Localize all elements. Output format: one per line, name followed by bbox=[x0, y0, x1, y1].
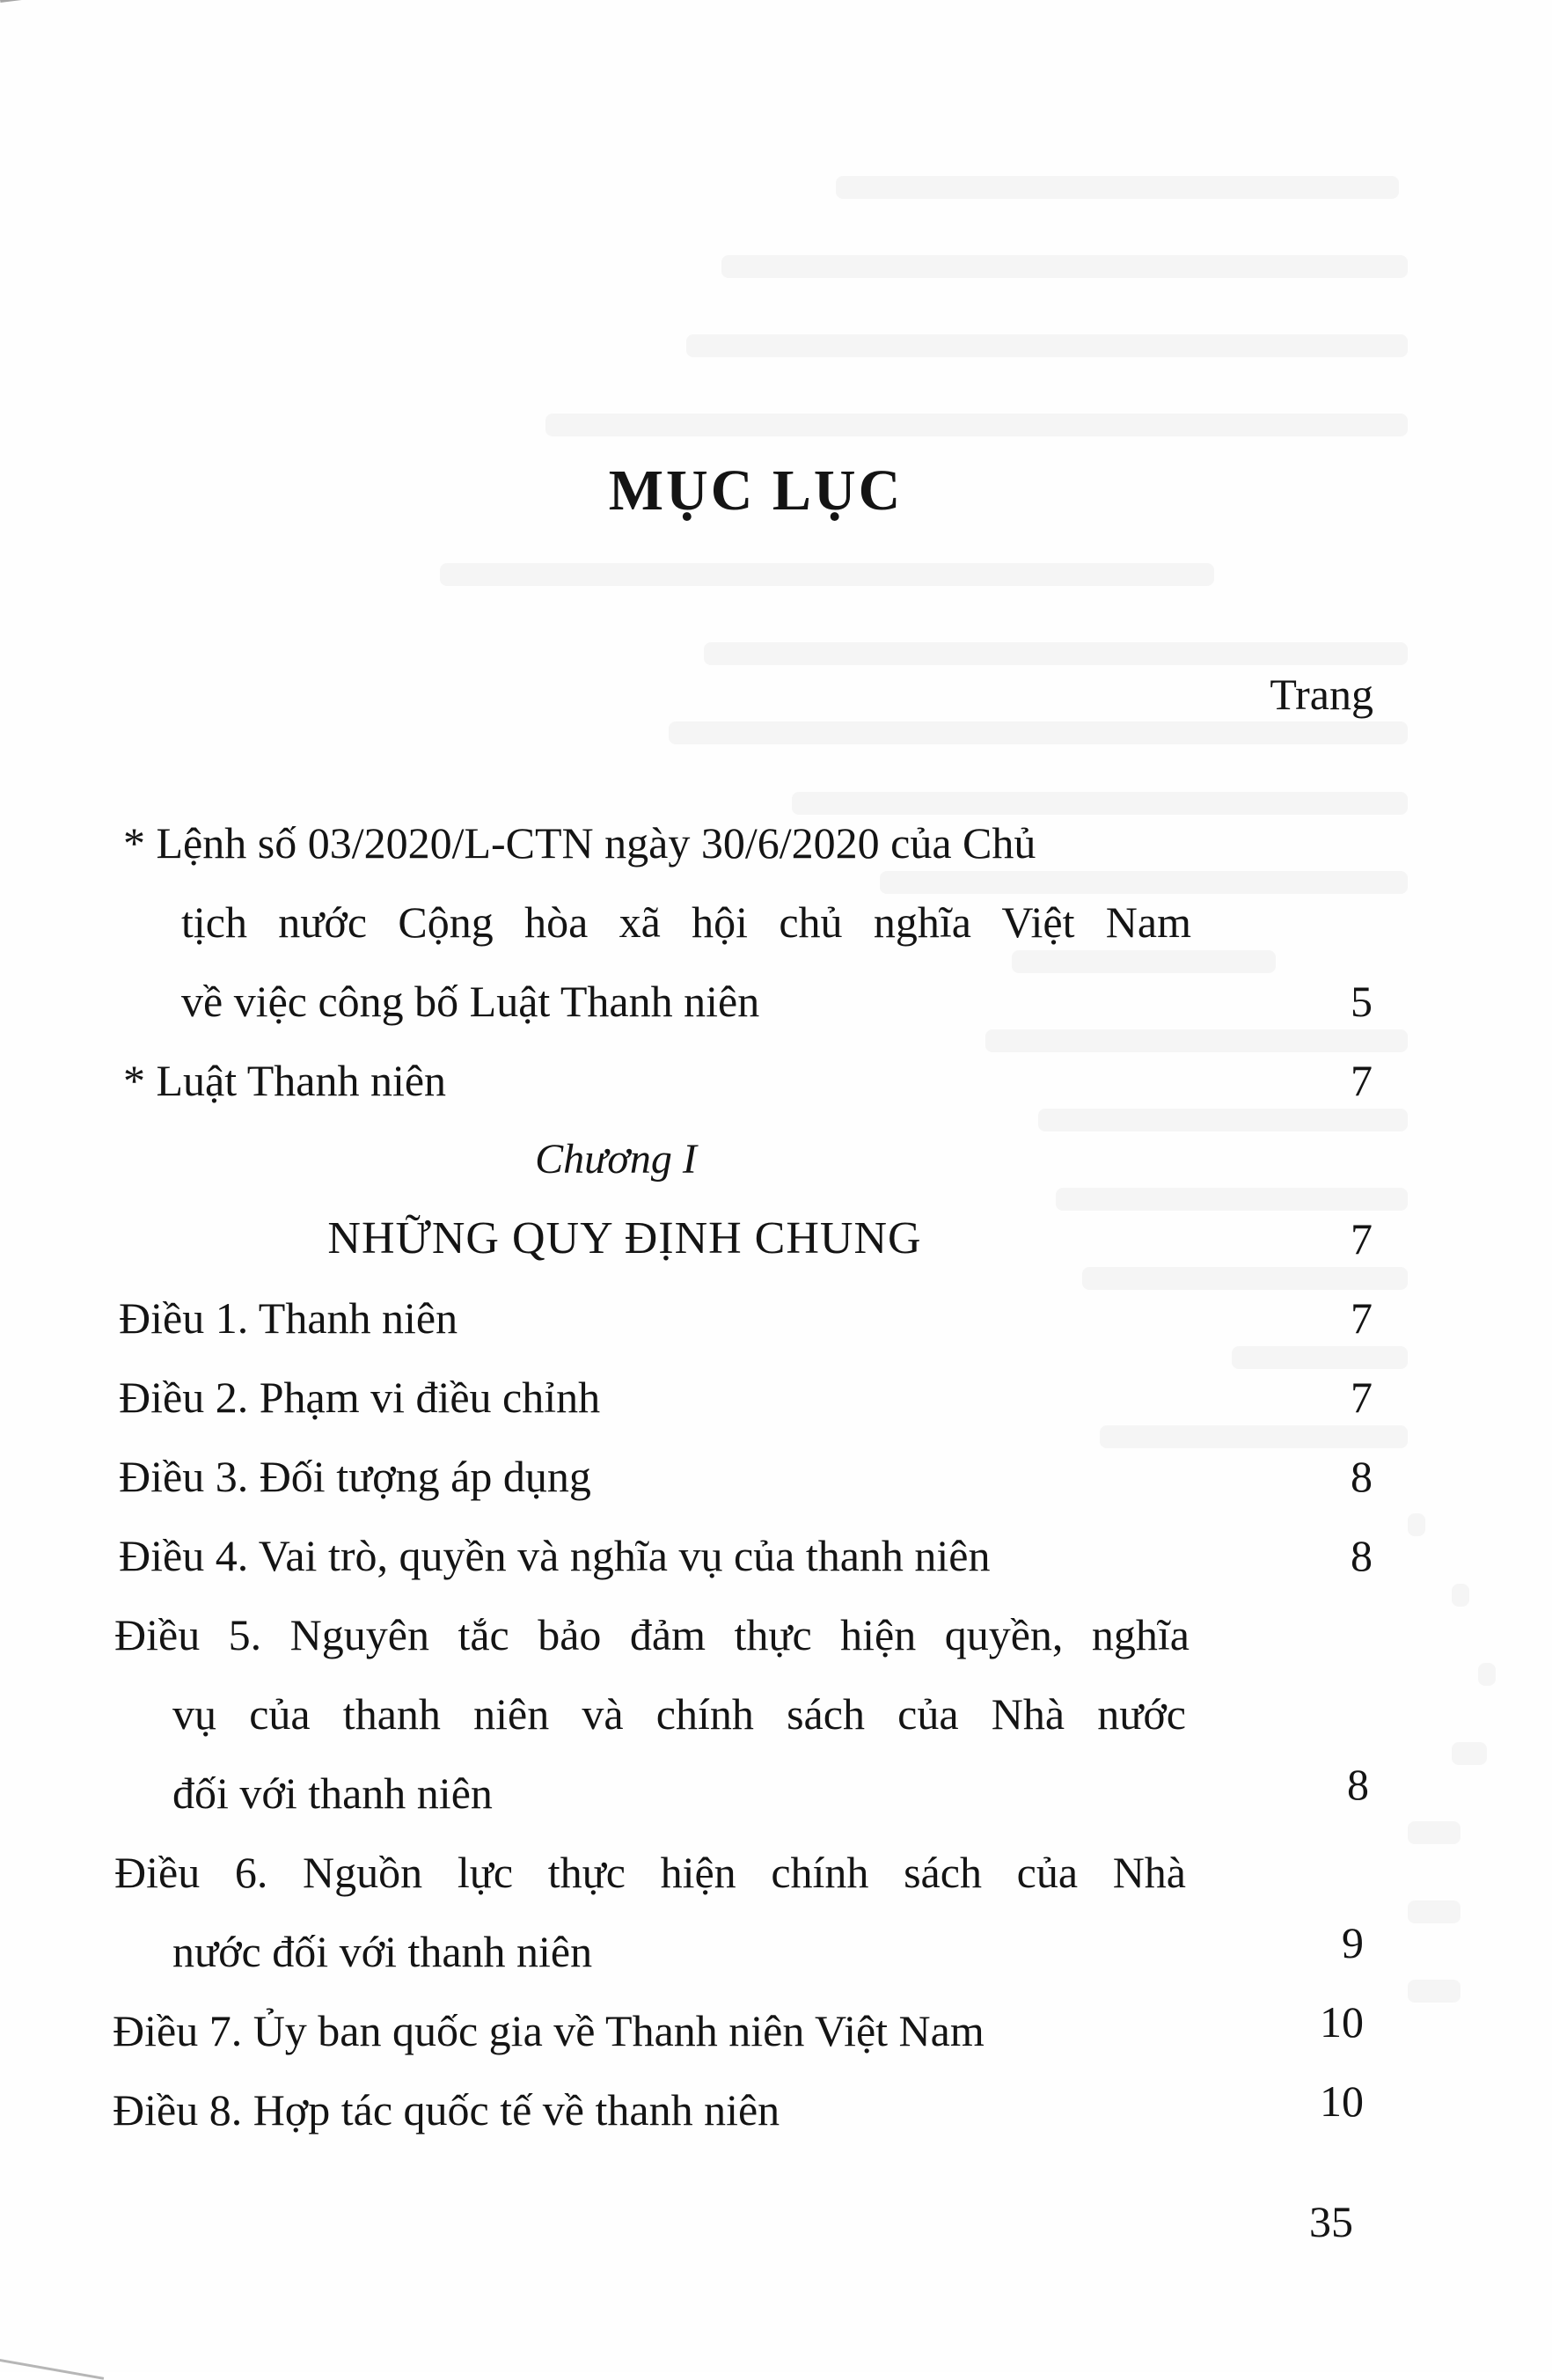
toc-article-page: 8 bbox=[1347, 1760, 1369, 1809]
toc-article-line: vụ của thanh niên và chính sách của Nhà nước bbox=[172, 1689, 1186, 1739]
toc-article-page: 7 bbox=[1351, 1373, 1373, 1422]
page-corner-edge-bottom bbox=[0, 2359, 104, 2380]
page-number: 35 bbox=[1309, 2197, 1353, 2246]
toc-article-line: Điều 3. Đối tượng áp dụng bbox=[119, 1452, 591, 1501]
toc-article-line: nước đối với thanh niên bbox=[172, 1927, 593, 1976]
toc-article-page: 10 bbox=[1320, 1997, 1364, 2047]
toc-article-line: Điều 5. Nguyên tắc bảo đảm thực hiện quyền, nghĩa bbox=[114, 1610, 1190, 1659]
toc-entry-page: 7 bbox=[1351, 1056, 1373, 1105]
toc-article-page: 8 bbox=[1351, 1531, 1373, 1580]
toc-article-line: Điều 8. Hợp tác quốc tế về thanh niên bbox=[113, 2085, 780, 2135]
toc-article-page: 10 bbox=[1320, 2076, 1364, 2126]
toc-entry-line: về việc công bố Luật Thanh niên bbox=[181, 977, 760, 1026]
toc-title: MỤC LỤC bbox=[608, 458, 904, 523]
page-corner-edge bbox=[0, 0, 144, 38]
chapter-label: Chương I bbox=[535, 1136, 697, 1183]
toc-article-line: Điều 7. Ủy ban quốc gia về Thanh niên Việt Nam bbox=[113, 2006, 985, 2055]
toc-article-line: Điều 2. Phạm vi điều chỉnh bbox=[119, 1373, 601, 1422]
toc-article-page: 7 bbox=[1351, 1293, 1373, 1343]
toc-article-page: 9 bbox=[1342, 1918, 1364, 1967]
page-column-label: Trang bbox=[1270, 670, 1373, 719]
toc-article-line: đối với thanh niên bbox=[172, 1769, 493, 1818]
toc-article-line: Điều 6. Nguồn lực thực hiện chính sách của Nhà bbox=[114, 1848, 1186, 1897]
toc-article-line: Điều 1. Thanh niên bbox=[119, 1293, 458, 1343]
toc-article-line: Điều 4. Vai trò, quyền và nghĩa vụ của thanh niên bbox=[119, 1531, 991, 1580]
toc-entry-line: * Lệnh số 03/2020/L-CTN ngày 30/6/2020 của Chủ bbox=[123, 818, 1036, 868]
toc-entry-line: * Luật Thanh niên bbox=[123, 1056, 447, 1105]
chapter-heading: NHỮNG QUY ĐỊNH CHUNG bbox=[327, 1213, 922, 1263]
toc-entry-page: 5 bbox=[1351, 977, 1373, 1026]
toc-entry-line: tịch nước Cộng hòa xã hội chủ nghĩa Việt Nam bbox=[181, 897, 1191, 947]
toc-article-page: 8 bbox=[1351, 1452, 1373, 1501]
chapter-page: 7 bbox=[1351, 1214, 1373, 1263]
